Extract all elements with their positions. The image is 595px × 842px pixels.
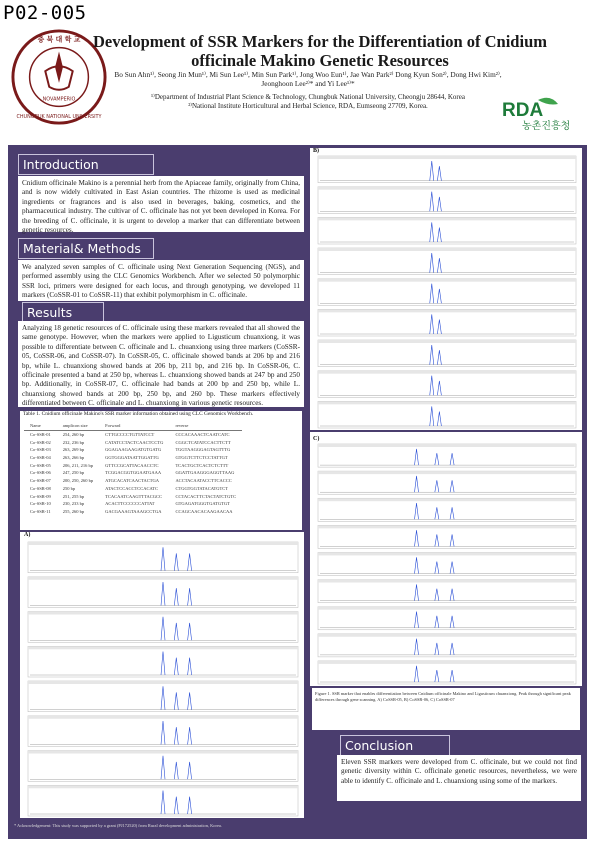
- trace-row: [318, 371, 576, 398]
- affiliation-1: ¹⁾Department of Industrial Plant Science & Technology, Chungbuk National University, Cheongju 28644, Korea: [151, 93, 465, 101]
- table-cell: ACCTACAATACCTTCACCC: [175, 478, 232, 484]
- trace-row: [28, 646, 298, 677]
- table-cell: Co-SSR-07: [30, 478, 51, 484]
- table-cell: 263, 269 bp: [62, 447, 85, 453]
- trace-row: [318, 279, 576, 306]
- trace-frame: [318, 634, 576, 657]
- footnote: * Acknowledgement: This study was supported by a grant (PJ172520) from Rural development administration, Korea.: [14, 823, 222, 828]
- table-cell: Co-SSR-02: [30, 439, 51, 445]
- trace-header-bar: [318, 340, 576, 343]
- table-cell: 247, 250 bp: [62, 470, 85, 476]
- table-cell: 255, 260 bp: [62, 508, 85, 514]
- table-cell: 250 bp: [62, 485, 76, 491]
- poster-id: P02-005: [3, 2, 87, 24]
- panel-a-traces: [20, 540, 304, 818]
- trace-row: [318, 552, 576, 575]
- trace-row: [28, 681, 298, 712]
- table-row: [24, 430, 242, 438]
- trace-header-bar: [318, 634, 576, 637]
- trace-header-bar: [318, 371, 576, 374]
- table-header-row: [24, 422, 242, 430]
- table-row: [24, 485, 242, 493]
- title-line-1: Development of SSR Markers for the Differentiation of Cnidium: [92, 32, 547, 51]
- table-cell: Co-SSR-05: [30, 462, 51, 468]
- table-cell: 254, 260 bp: [62, 432, 85, 438]
- trace-header-bar: [318, 156, 576, 159]
- table-cell: TGGTAAGGGAGTAGTTTG: [175, 447, 231, 453]
- table-row: [24, 477, 242, 485]
- trace-header-bar: [318, 498, 576, 501]
- poster-title: [80, 32, 560, 70]
- trace-frame: [318, 156, 576, 183]
- trace-header-bar: [28, 716, 298, 719]
- table-cell: Co-SSR-03: [30, 447, 51, 453]
- table-cell: GTGAGATGGGTGATGTGT: [175, 501, 230, 507]
- trace-header-bar: [318, 309, 576, 312]
- trace-header-bar: [318, 248, 576, 251]
- affiliations: [112, 93, 504, 111]
- trace-row: [318, 401, 576, 428]
- trace-row: [318, 661, 576, 684]
- table-cell: CCAGCAACACAAGAACAA: [175, 508, 233, 514]
- trace-row: [318, 248, 576, 275]
- table-cell: CTGGTGGTATACATGTCT: [175, 485, 228, 491]
- methods-body: We analyzed seven samples of C. officinale using Next Generation Sequencing (NGS), and performed assembly using the CLC Genomics Workbench. After we selected 50 polymorphic SSR loci, primers were designed for each locus, and through genotyping, we developed 11 markers (CoSSR-01 to CoSSR-11) that exhibit polymorphism in C. officinale.: [18, 260, 304, 301]
- trace-frame: [28, 716, 298, 747]
- trace-row: [28, 612, 298, 643]
- table-cell: CCTACACTTCTACTATCTGTC: [175, 493, 237, 499]
- trace-header-bar: [28, 542, 298, 545]
- trace-frame: [28, 751, 298, 782]
- trace-row: [28, 751, 298, 782]
- trace-row: [318, 187, 576, 214]
- logo-text-side: CHUNGBUK NATIONAL UNIVERSITY: [16, 114, 102, 121]
- trace-row: [318, 607, 576, 630]
- table-header-cell: Name: [24, 422, 57, 430]
- table-cell: CATATCCTACTCAACTCCTG: [105, 439, 164, 445]
- panel-b-label: B): [313, 148, 319, 154]
- conclusion-body: Eleven SSR markers were developed from C. officinale, but we could not find genetic diversity within C. officinale genetic resources, nevertheless, we were able to identify C. officinale and L. chuanxiong using some of the markers.: [337, 755, 581, 801]
- table-row: [24, 454, 242, 462]
- marker-table: [24, 422, 242, 515]
- panel-c-label: C): [313, 436, 320, 442]
- trace-header-bar: [318, 471, 576, 474]
- trace-row: [318, 444, 576, 467]
- results-heading: Results: [22, 302, 104, 323]
- table-cell: GTGGTCTTCTCCTATTGT: [175, 455, 228, 461]
- trace-header-bar: [28, 646, 298, 649]
- marker-table-panel: [20, 411, 302, 530]
- trace-header-bar: [318, 525, 576, 528]
- trace-header-bar: [318, 661, 576, 664]
- table-header-cell: Forward: [99, 422, 169, 430]
- trace-header-bar: [318, 217, 576, 220]
- table-cell: TCACAATCAAGTTTACGCC: [105, 493, 163, 499]
- trace-header-bar: [318, 444, 576, 447]
- table-cell: GGTGGGATAATTGGATTG: [105, 455, 159, 461]
- trace-row: [318, 498, 576, 521]
- table-cell: ATACTCCACCTCCACATC: [105, 485, 159, 491]
- panel-c-traces: [310, 442, 582, 686]
- trace-frame: [28, 681, 298, 712]
- trace-frame: [318, 552, 576, 575]
- table-cell: Co-SSR-06: [30, 470, 51, 476]
- trace-frame: [318, 444, 576, 467]
- table-cell: TCACTGCTCACTCTCTTT: [175, 462, 229, 468]
- trace-row: [318, 217, 576, 244]
- trace-header-bar: [28, 751, 298, 754]
- table-header-cell: amplicon size: [57, 422, 99, 430]
- table-cell: Co-SSR-10: [30, 501, 51, 507]
- trace-header-bar: [28, 785, 298, 788]
- rda-logo-subtitle: 농촌진흥청: [522, 121, 571, 132]
- panel-b: [310, 148, 582, 430]
- trace-row: [318, 580, 576, 603]
- table-row: [24, 500, 242, 508]
- table-cell: 263, 266 bp: [62, 455, 85, 461]
- trace-frame: [318, 661, 576, 684]
- results-body: Analyzing 18 genetic resources of C. officinale using these markers revealed that all showed the same genotype. However, when the markers were applied to Ligusticum chuanxiong, it was possible to differentiate between C. officinale and L. chuanxiong using three markers (CoSSR-05, CoSSR-06, and CoSSR-07). In CoSSR-05, C. officinale showed bands at 206 bp and 216 bp, while L. chuanxiong showed bands at 206 bp, 211 bp, and 216 bp. In CoSSR-06, C. officinale presented a band at 250 bp, whereas L. chuanxiong showed bands at 247 bp and 250 bp. Additionally, in CoSSR-07, C. officinale had bands at 200 bp and 250 bp, while L. chuanxiong showed bands at 200 bp, 250 bp, and 260 bp. These markers effectively differentiated between C. officinale and L. chuanxiong in various genetic resources.: [18, 321, 304, 407]
- panel-a: [20, 532, 304, 818]
- table-row: [24, 446, 242, 454]
- trace-row: [318, 471, 576, 494]
- trace-frame: [318, 279, 576, 306]
- table-cell: Co-SSR-01: [30, 432, 51, 438]
- methods-heading: Material& Methods: [18, 238, 154, 259]
- table-cell: ATGCACATCAACTACTGA: [105, 478, 160, 484]
- trace-header-bar: [318, 187, 576, 190]
- table-cell: CGGCTCATATCCACTTCTT: [175, 439, 231, 445]
- table-cell: CTTGCCCCTGTTATCCT: [105, 432, 155, 438]
- introduction-body: Cnidium officinale Makino is a perennial herb from the Apiaceae family, originally from China, and is now widely cultivated in East Asian countries. The rhizome is used as medicinal ingredients or fragrances and is also used in beverages, baking, cosmetics, and the pharmaceutical industry. The cultivar of C. officinale has not yet been developed in Korea. For the breeding of C. officinale, it is urgent to develop a marker that can differentiate between genetic resources.: [18, 176, 304, 232]
- trace-frame: [318, 217, 576, 244]
- introduction-heading: Introduction: [18, 154, 154, 175]
- trace-header-bar: [28, 612, 298, 615]
- panel-a-label: A): [24, 532, 31, 538]
- table-cell: 232, 236 bp: [62, 439, 85, 445]
- trace-row: [318, 156, 576, 183]
- table-row: [24, 492, 242, 500]
- trace-header-bar: [318, 552, 576, 555]
- trace-frame: [318, 525, 576, 548]
- trace-frame: [318, 371, 576, 398]
- table-cell: GGAGAAGAAGATGTGATG: [105, 447, 162, 453]
- logo-text-motto: NOVAMPERIO: [42, 96, 76, 103]
- trace-row: [318, 634, 576, 657]
- trace-row: [28, 785, 298, 816]
- trace-frame: [318, 187, 576, 214]
- panel-c: [310, 432, 582, 686]
- trace-frame: [318, 607, 576, 630]
- panel-b-traces: [310, 154, 582, 430]
- trace-frame: [318, 309, 576, 336]
- table-cell: 251, 255 bp: [62, 493, 85, 499]
- table-cell: Co-SSR-08: [30, 485, 51, 491]
- trace-frame: [318, 248, 576, 275]
- affiliation-2: ²⁾National Institute Horticultural and Herbal Science, RDA, Eumseong 27709, Korea.: [188, 102, 428, 110]
- trace-frame: [28, 612, 298, 643]
- table-cell: GTTCCGCATTACAACCTC: [105, 462, 159, 468]
- table-row: [24, 508, 242, 516]
- table-cell: 200, 250, 260 bp: [62, 478, 94, 484]
- table-row: [24, 469, 242, 477]
- trace-header-bar: [318, 580, 576, 583]
- trace-row: [28, 716, 298, 747]
- table-row: [24, 461, 242, 469]
- table-cell: 206, 211, 216 bp: [62, 462, 93, 468]
- figure-caption: Figure 1. SSR marker that enables differentiation between Cnidium officinale Makino and Ligusticum chuanxiong. Peak through significant peak differences through gene scanning. A) CoSSR-05, B) CoSSR-06, C) CoSSR-07: [312, 688, 580, 730]
- author-list: Bo Sun Ahn¹⁾, Seong Jin Mun¹⁾, Mi Sun Lee¹⁾, Min Sun Park¹⁾, Jong Woo Eun¹⁾, Jae Wan Park²⁾ Dong Kyun Son²⁾, Dong Hwi Kim²⁾, Jeonghoon Lee²⁾* and Yi Lee¹⁾*: [114, 70, 502, 88]
- trace-row: [28, 542, 298, 573]
- trace-frame: [318, 580, 576, 603]
- trace-frame: [28, 646, 298, 677]
- trace-header-bar: [318, 607, 576, 610]
- trace-header-bar: [318, 279, 576, 282]
- trace-frame: [318, 401, 576, 428]
- trace-row: [318, 525, 576, 548]
- trace-frame: [318, 498, 576, 521]
- trace-frame: [318, 471, 576, 494]
- table-cell: Co-SSR-09: [30, 493, 51, 499]
- conclusion-heading: Conclusion: [340, 735, 450, 756]
- trace-frame: [318, 340, 576, 367]
- rda-logo: [496, 92, 582, 134]
- table-cell: GACGAAAGTAAAGCCTGA: [105, 508, 162, 514]
- table-cell: GGATTGAAGGGAGGTTAAG: [175, 470, 235, 476]
- trace-row: [318, 309, 576, 336]
- trace-row: [28, 577, 298, 608]
- trace-header-bar: [28, 681, 298, 684]
- table-cell: ACACTTCCCCCCATTAT: [105, 501, 155, 507]
- logo-text-top: 충 북 대 학 교: [37, 35, 81, 44]
- table-cell: 230, 233 bp: [62, 501, 85, 507]
- table-caption: Table 1. Cnidium officinale Makino's SSR marker information obtained using CLC Genomics Workbench.: [23, 411, 254, 417]
- trace-row: [318, 340, 576, 367]
- table-cell: CCCACAAACTCAATCATC: [175, 432, 230, 438]
- rda-logo-text: RDA: [502, 100, 544, 121]
- table-cell: TCGGACGGTGGAATGAAA: [105, 470, 162, 476]
- table-header-cell: reverse: [169, 422, 242, 430]
- trace-frame: [28, 577, 298, 608]
- table-row: [24, 438, 242, 446]
- trace-header-bar: [28, 577, 298, 580]
- trace-header-bar: [318, 401, 576, 404]
- title-line-2: officinale Makino Genetic Resources: [191, 51, 449, 70]
- table-cell: Co-SSR-04: [30, 455, 51, 461]
- table-cell: Co-SSR-11: [30, 508, 51, 514]
- trace-frame: [28, 542, 298, 573]
- trace-frame: [28, 785, 298, 816]
